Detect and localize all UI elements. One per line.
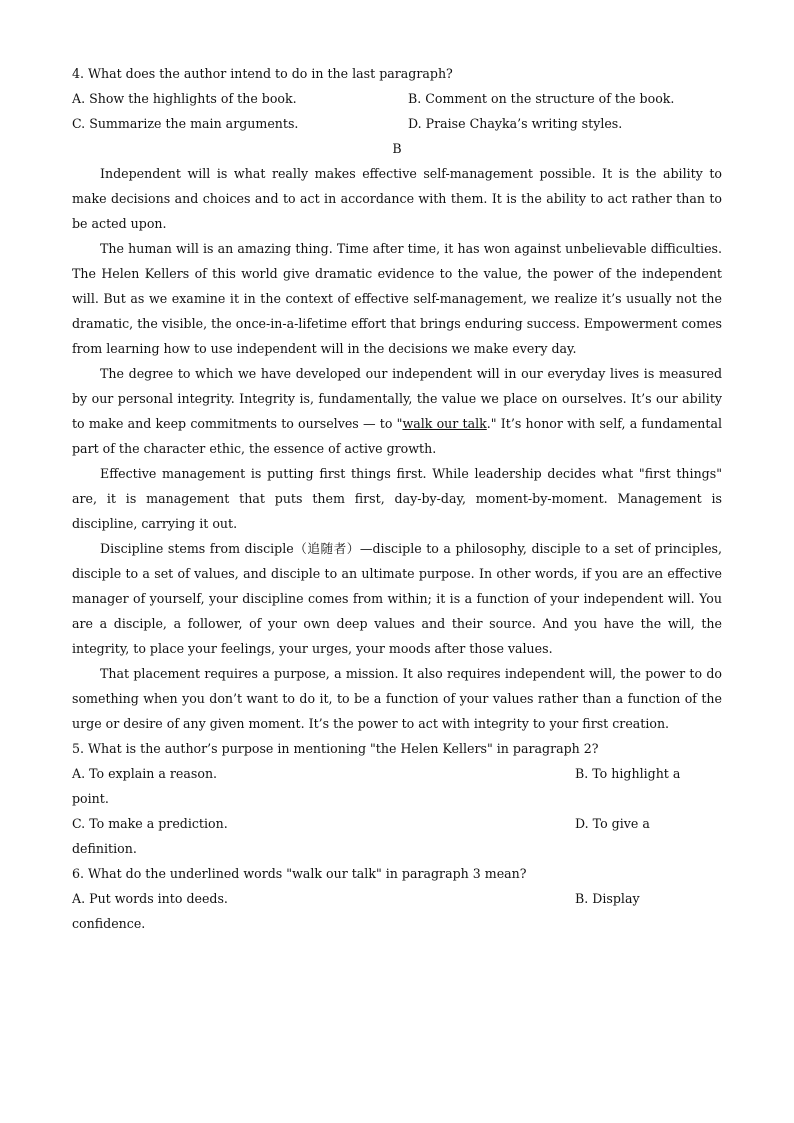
question-4-options-row-2 xyxy=(72,111,722,136)
q6-option-b: B. Display xyxy=(575,891,640,906)
paragraph-2: The human will is an amazing thing. Time after time, it has won against unbelievable difficulties. The Helen Kellers of this world give dramatic evidence to the value, the power of the independent will. But as we examine it in the context of effective self-management, we realize it’s usually not the dramatic, the visible, the once-in-a-lifetime effort that brings enduring success. Empowerment comes from learning how to use independent will in the decisions we make every day. xyxy=(72,241,722,356)
paragraph-4: Effective management is putting first things first. While leadership decides what "first things" are, it is management that puts them first, day-by-day, moment-by-moment. Management is discipline, carrying it out. xyxy=(72,466,722,531)
paragraph-3-text-before: The degree to which we have developed our independent will in our everyday lives is measured by our personal integrity. Integrity is, fundamentally, the value we place on ourselves. It’s our ability to make and keep commitments to ourselves — to " xyxy=(72,366,722,431)
q4-option-d: D. Praise Chayka’s writing styles. xyxy=(408,116,623,131)
q6-option-a: A. Put words into deeds. xyxy=(72,891,228,906)
q5-options-row-2 xyxy=(72,811,722,836)
paragraph-5: Discipline stems from disciple（追随者）—disciple to a philosophy, disciple to a set of principles, disciple to a set of values, and disciple to an ultimate purpose. In other words, if you are an effective manager of yourself, your discipline comes from within; it is a function of your independent will. You are a disciple, a follower, of your own deep values and their source. And you have the will, the integrity, to place your feelings, your urges, your moods after those values. xyxy=(72,541,722,656)
passage-label: B xyxy=(392,141,402,156)
q5-option-c: C. To make a prediction. xyxy=(72,816,228,831)
paragraph-3 xyxy=(72,361,722,461)
q4-option-b: B. Comment on the structure of the book. xyxy=(408,91,675,106)
document-page xyxy=(72,61,722,936)
q4-option-c: C. Summarize the main arguments. xyxy=(72,116,299,131)
q5-option-a: A. To explain a reason. xyxy=(72,766,218,781)
underlined-phrase: walk our talk xyxy=(402,416,487,431)
q5-option-b: B. To highlight a xyxy=(575,766,681,781)
question-4-stem: 4. What does the author intend to do in the last paragraph? xyxy=(72,66,453,81)
paragraph-1: Independent will is what really makes effective self-management possible. It is the ability to make decisions and choices and to act in accordance with them. It is the ability to act rather than to be acted upon. xyxy=(72,166,722,231)
question-4-options-row-1 xyxy=(72,86,722,111)
q6-options-row-1 xyxy=(72,886,722,911)
q6-option-b-wrap: confidence. xyxy=(72,916,146,931)
paragraph-3-text-after: ." It’s honor with self, a fundamental part of the character ethic, the essence of active growth. xyxy=(72,416,722,456)
q5-option-d: D. To give a xyxy=(575,816,650,831)
paragraph-6: That placement requires a purpose, a mission. It also requires independent will, the power to do something when you don’t want to do it, to be a function of your values rather than a function of the urge or desire of any given moment. It’s the power to act with integrity to your first creation. xyxy=(72,666,722,731)
q5-option-d-wrap: definition. xyxy=(72,841,137,856)
q5-options-row-1 xyxy=(72,761,722,786)
q5-option-b-wrap: point. xyxy=(72,791,109,806)
question-5-stem: 5. What is the author’s purpose in mentioning "the Helen Kellers" in paragraph 2? xyxy=(72,741,599,756)
question-6-stem: 6. What do the underlined words "walk our talk" in paragraph 3 mean? xyxy=(72,866,527,881)
q4-option-a: A. Show the highlights of the book. xyxy=(72,91,297,106)
